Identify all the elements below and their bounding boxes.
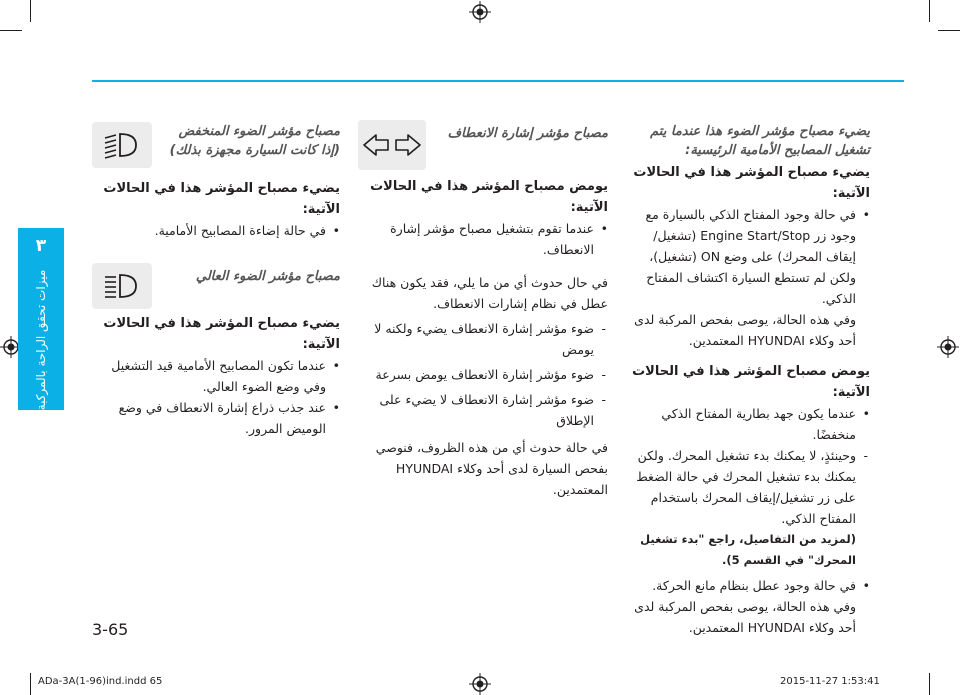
- dash-text: وحينئذٍ، لا يمكنك بدء تشغيل المحرك. ولكن يمكنك بدء تشغيل المحرك في حالة الضغط على زر تشغيل/إيقاف المحرك باستخدام المفتاح الذكي.: [636, 448, 856, 526]
- sub-heading: يضيء مصباح المؤشر هذا في الحالات الآتية:: [103, 181, 340, 217]
- bullet-text: في حالة وجود عطل بنظام مانع الحركة.: [652, 578, 856, 593]
- crop-mark: [0, 30, 22, 31]
- section-heading: مصباح مؤشر إشارة الانعطاف: [447, 126, 608, 141]
- bullet-item: [92, 397, 340, 439]
- section-heading: يضيء مصباح مؤشر الضوء هذا عندما يتم تشغيل المصابيح الأمامية الرئيسية:: [650, 124, 870, 158]
- bullet-item: [358, 218, 608, 260]
- low-beam-icon: [92, 122, 152, 168]
- turn-signal-icon: [358, 120, 426, 170]
- bullet-item: [92, 220, 340, 241]
- bullet-text: في حالة إضاءة المصابيح الأمامية.: [154, 223, 326, 238]
- paragraph: في حالة حدوث أي من هذه الظروف، فنوصي بفحص السيارة لدى أحد وكلاء HYUNDAI المعتمدين.: [375, 440, 608, 497]
- registration-mark-icon: [937, 336, 959, 358]
- paragraph: وفي هذه الحالة، يوصى بفحص المركبة لدى أحد وكلاء HYUNDAI المعتمدين.: [634, 312, 856, 348]
- sub-heading: يضيء مصباح المؤشر هذا في الحالات الآتية:: [633, 165, 870, 201]
- crop-mark: [929, 0, 930, 22]
- column-right: [628, 122, 870, 638]
- section-heading-note: (إذا كانت السيارة مجهزة بذلك): [169, 143, 340, 158]
- page-number: 3-65: [92, 620, 129, 639]
- sub-heading: يومض مصباح المؤشر هذا في الحالات الآتية:: [370, 179, 608, 215]
- footer-timestamp: 2015-11-27 1:53:41: [780, 676, 880, 687]
- chapter-number: ٣: [35, 236, 47, 256]
- dash-text: ضوء مؤشر إشارة الانعطاف لا يضيء على الإطلاق: [379, 392, 594, 428]
- bullet-item: [628, 403, 870, 445]
- high-beam-icon: [92, 263, 152, 309]
- registration-mark-icon: [469, 1, 491, 23]
- crop-mark: [30, 0, 31, 22]
- dash-item: [358, 389, 608, 431]
- bullet-item: [628, 204, 870, 309]
- footer-file: ADa-3A(1-96)ind.indd 65: [38, 676, 163, 687]
- column-middle: [358, 122, 608, 500]
- crop-mark: [30, 673, 31, 695]
- sub-heading: يومض مصباح المؤشر هذا في الحالات الآتية:: [632, 364, 870, 400]
- section-heading: مصباح مؤشر الضوء المنخفض: [178, 124, 340, 139]
- bullet-text: عندما تكون المصابيح الأمامية قيد التشغيل وفي وضع الضوء العالي.: [111, 358, 326, 394]
- paragraph: وفي هذه الحالة، يوصى بفحص المركبة لدى أحد وكلاء HYUNDAI المعتمدين.: [634, 599, 856, 635]
- cross-reference: (لمزيد من التفاصيل، راجع "بدء تشغيل المحرك" في القسم 5).: [640, 532, 856, 567]
- bullet-text: عندما تقوم بتشغيل مصباح مؤشر إشارة الانعطاف.: [390, 221, 594, 257]
- dash-item: [358, 364, 608, 385]
- bullet-item: [628, 575, 870, 596]
- bullet-text: في حالة وجود المفتاح الذكي بالسيارة مع وجود زر Engine Start/Stop (تشغيل/إيقاف المحرك) على وضع ON (تشغيل)، ولكن لم تستطع السيارة اكتشاف المفتاح الذكي.: [645, 207, 856, 306]
- bullet-text: عندما يكون جهد بطارية المفتاح الذكي منخفضًا.: [661, 406, 856, 442]
- sub-heading: يضيء مصباح المؤشر هذا في الحالات الآتية:: [103, 316, 340, 352]
- header-rule: [92, 80, 904, 82]
- bullet-item: [92, 355, 340, 397]
- paragraph: في حال حدوث أي من ما يلي، فقد يكون هناك عطل في نظام إشارات الانعطاف.: [371, 275, 608, 311]
- chapter-tab: [18, 228, 64, 410]
- bullet-text: عند جذب ذراع إشارة الانعطاف في وضع الوميض المرور.: [118, 400, 326, 436]
- column-left: [92, 122, 340, 439]
- dash-text: ضوء مؤشر إشارة الانعطاف يضيء ولكنه لا يومض: [374, 321, 594, 357]
- registration-mark-icon: [469, 673, 491, 695]
- dash-text: ضوء مؤشر إشارة الانعطاف يومض بسرعة: [375, 367, 594, 382]
- dash-item: [628, 445, 870, 529]
- crop-mark: [938, 30, 960, 31]
- chapter-title: ميزات تحقق الراحة بالمركبة: [34, 269, 48, 411]
- crop-mark: [929, 673, 930, 695]
- section-heading: مصباح مؤشر الضوء العالي: [195, 269, 340, 284]
- dash-item: [358, 318, 608, 360]
